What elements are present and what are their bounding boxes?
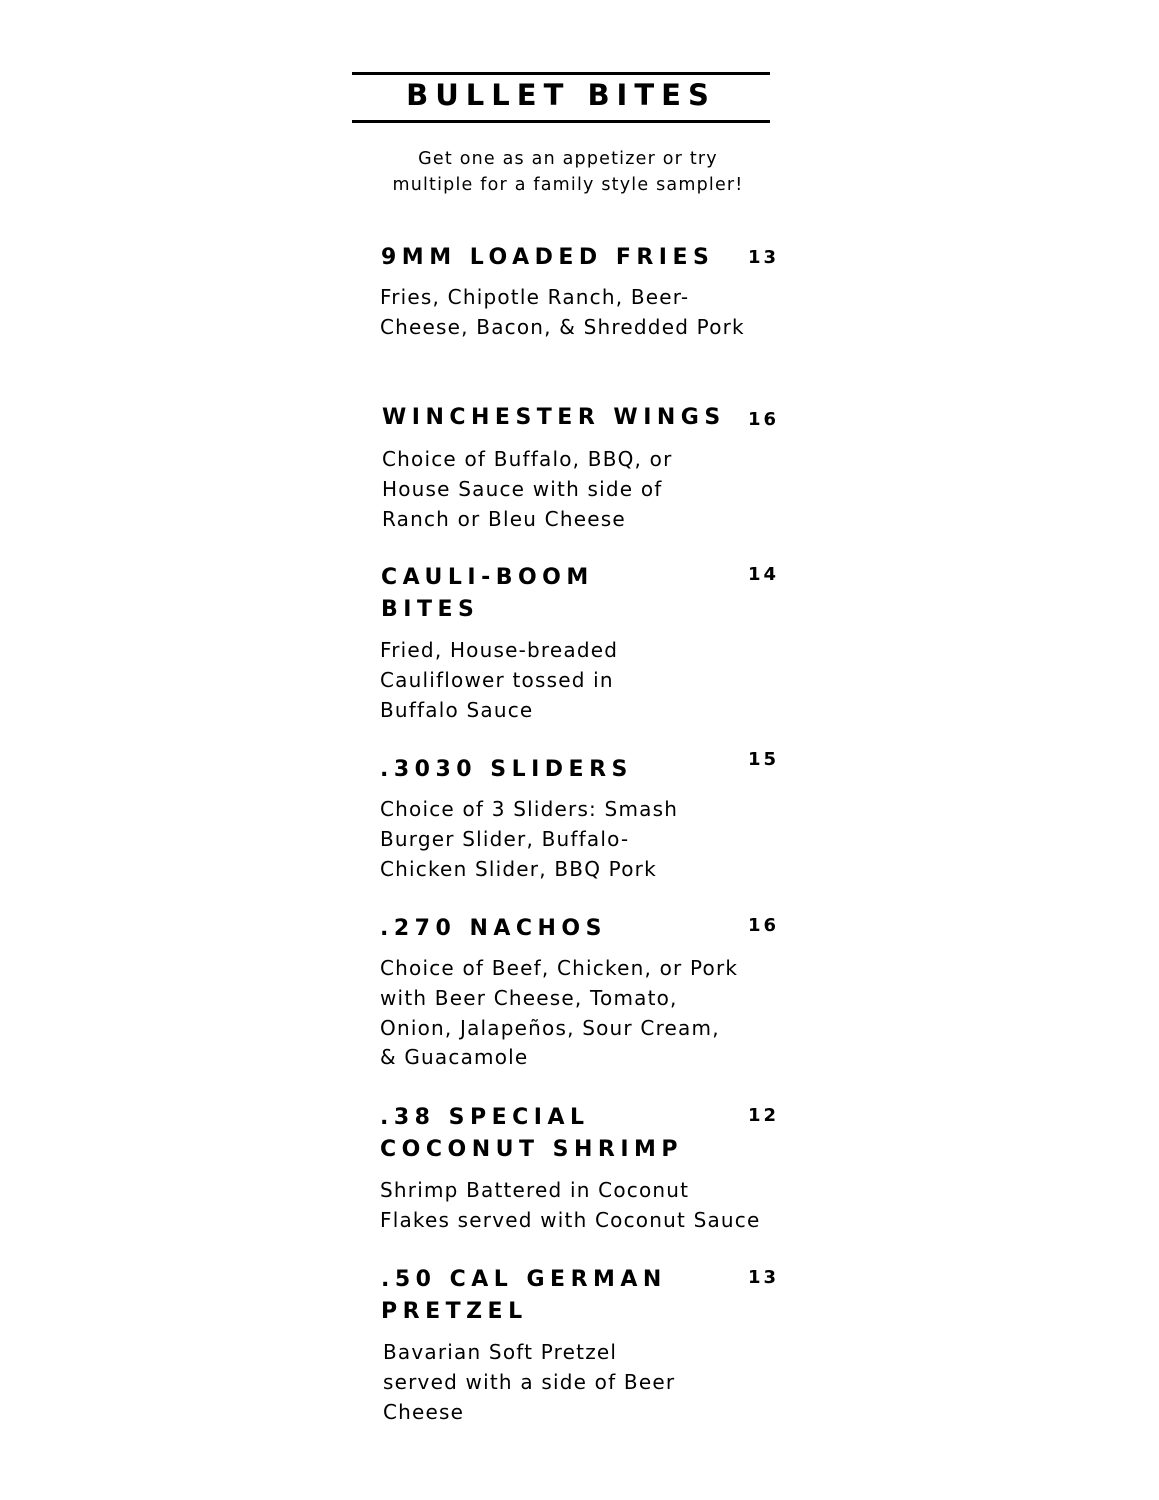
title-rule-top	[352, 72, 770, 75]
item-price-50-cal-german-pretzel: 13	[748, 1267, 780, 1288]
item-name-cauli-boom-bites: CAULI-BOOM BITES	[381, 565, 594, 622]
item-description-270-nachos: Choice of Beef, Chicken, or Pork with Beer Cheese, Tomato, Onion, Jalapeños, Sour Cream, & Guacamole	[380, 956, 739, 1070]
item-name-3030-sliders: .3030 SLIDERS	[380, 757, 633, 782]
title-rule-bottom	[352, 120, 770, 123]
item-price-38-special-coconut-shrimp: 12	[748, 1105, 780, 1126]
item-name-winchester-wings: WINCHESTER WINGS	[382, 405, 726, 430]
item-price-270-nachos: 16	[748, 915, 780, 936]
item-price-cauli-boom-bites: 14	[748, 564, 780, 585]
item-description-9mm-loaded-fries: Fries, Chipotle Ranch, Beer- Cheese, Bacon, & Shredded Pork	[380, 285, 745, 339]
item-description-50-cal-german-pretzel: Bavarian Soft Pretzel served with a side of Beer Cheese	[383, 1340, 676, 1424]
item-description-winchester-wings: Choice of Buffalo, BBQ, or House Sauce with side of Ranch or Bleu Cheese	[382, 447, 673, 531]
item-description-38-special-coconut-shrimp: Shrimp Battered in Coconut Flakes served with Coconut Sauce	[380, 1178, 761, 1232]
item-name-9mm-loaded-fries: 9MM LOADED FRIES	[381, 245, 715, 270]
item-description-3030-sliders: Choice of 3 Sliders: Smash Burger Slider, Buffalo- Chicken Slider, BBQ Pork	[380, 797, 679, 881]
item-price-9mm-loaded-fries: 13	[748, 247, 780, 268]
menu-title: BULLET BITES	[406, 78, 716, 112]
item-price-winchester-wings: 16	[748, 409, 780, 430]
item-name-38-special-coconut-shrimp: .38 SPECIAL COCONUT SHRIMP	[380, 1105, 684, 1162]
menu-intro: Get one as an appetizer or try multiple for a family style sampler!	[392, 149, 744, 195]
item-description-cauli-boom-bites: Fried, House-breaded Cauliflower tossed in Buffalo Sauce	[380, 638, 619, 722]
item-price-3030-sliders: 15	[748, 749, 780, 770]
item-name-50-cal-german-pretzel: .50 CAL GERMAN PRETZEL	[381, 1267, 667, 1324]
item-name-270-nachos: .270 NACHOS	[380, 916, 607, 941]
